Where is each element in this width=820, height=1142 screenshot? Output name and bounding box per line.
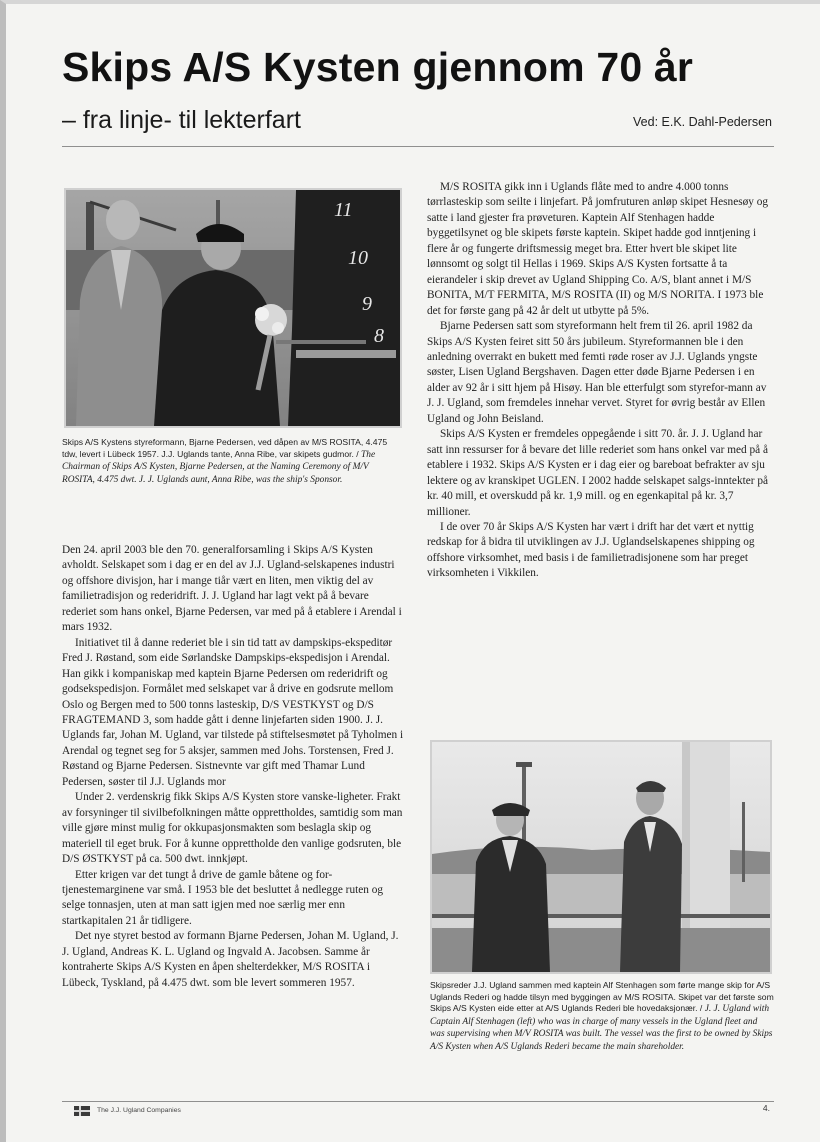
paragraph-left-5: Det nye styret bestod av formann Bjarne Pedersen, Johan M. Ugland, J. J. Ugland, Andreas K. L. Ugland og Ingvald A. Jacobsen. Samme år kontraherte Skips A/S Kysten en åpen shelterdekker, M/S ROSITA i Lübeck, Tyskland, på 4.475 dwt. som ble levert sommeren 1957. xyxy=(62,930,399,989)
ugland-stenhagen-illustration xyxy=(432,742,770,972)
page-number: 4. xyxy=(762,1103,770,1113)
article-column-left xyxy=(62,543,406,991)
naming-ceremony-photo xyxy=(64,188,402,428)
header-divider xyxy=(62,146,774,147)
paragraph-right-4: I de over 70 år Skips A/S Kysten har vært i drift har det vært et nyttig redskap for å bidra til utviklingen av J.J. Uglandselskapenes shipping og offshore virksomhet, med basis i de familietradisjonene som har preget virksomheten i Vikkilen. xyxy=(427,520,755,580)
hull-mark-11: 11 xyxy=(334,199,353,221)
hull-mark-9: 9 xyxy=(362,293,372,315)
hull-mark-8: 8 xyxy=(374,325,384,347)
photo-caption-2-english: J. J. Ugland with Captain Alf Stenhagen (left) who was in charge of many vessels in the Ugland fleet and was supervising when M/V ROSITA was built. The vessel was the first to be owned by Skips A/S Kysten when A/S Uglands Rederi became the main shareholder. xyxy=(430,1004,773,1052)
footer-divider xyxy=(62,1101,774,1102)
paragraph-left-4: Etter krigen var det tungt å drive de gamle båtene og for-tjenestemarginene var små. I 1953 ble det besluttet å nedlegge ruten og selge tonnasjen, uten at man satt igjen med noe særlig mer enn startkapitalen 21 år tidligere. xyxy=(62,868,384,927)
photo-caption-2 xyxy=(430,980,774,1054)
ugland-flag-logo-icon xyxy=(74,1106,90,1116)
paragraph-left-2: Initiativet til å danne rederiet ble i sin tid tatt av dampskips-ekspeditør Fred J. Røstand, som eide Sørlandske Dampskips-ekspedisjon i Arendal. Han gikk i kompaniskap med kaptein Bjarne Pedersen om rederidrift og godsekspedisjon. Formålet med selskapet var å drive en godsrute mellom Oslo og Bergen med to 500 tonns lasteskip, D/S VESTKYST og D/S FRAGTEMAND 3, som hadde gått i denne linjefarten siden 1900. J. J. Uglands far, Johan M. Ugland, var tilstede på stiftelsesmøtet på Tyholmen i Arendal og tegnet seg for 5 aksjer, sammen med Johs. Torstensen, Fred J. Røstand og Bjarne Pedersen. Sistnevnte var gift med Thamar Lund Pedersen, søster til J.J. Uglands mor xyxy=(62,636,404,788)
hull-mark-10: 10 xyxy=(348,247,368,269)
article-title: Skips A/S Kysten gjennom 70 år xyxy=(62,44,694,90)
article-subtitle: – fra linje- til lekterfart xyxy=(62,106,301,134)
footer-company-name: The J.J. Ugland Companies xyxy=(97,1107,181,1114)
photo-caption-1-norwegian: Skips A/S Kystens styreformann, Bjarne Pedersen, ved dåpen av M/S ROSITA, 4.475 tdw, levert i Lübeck 1957. J.J. Uglands tante, Anna Ribe, var skipets gudmor. / xyxy=(62,437,388,459)
photo-caption-1-english: The Chairman of Skips A/S Kysten, Bjarne Pedersen, at the Naming Ceremony of M/V ROSITA, 4.475 dwt. J. J. Uglands aunt, Anna Ribe, was the ship's Sponsor. xyxy=(62,449,376,485)
paragraph-right-1: M/S ROSITA gikk inn i Uglands flåte med to andre 4.000 tonns tørrlasteskip som seilte i linjefart. På jomfruturen anløp skipet Hesnesøy og satte i land gjester fra prøveturen. Kaptein Alf Stenhagen hadde byggetilsynet og ble skipets første kaptein. Skipet hadde god inntjening i flere år og fungerte driftsmessig meget bra. Etter hvert ble skipet lite lønnsomt og solgt til Hellas i 1969. Skips A/S Kysten fortsatte å ta eierandeler i skip drevet av Ugland Shipping Co. A/S, blant annet i M/S BONITA, M/T FERMITA, M/S ROSITA (II) og M/S NORITA. I 1973 ble det for første gang på 42 år delt ut utbytte på 5%. xyxy=(427,181,769,317)
ugland-stenhagen-photo xyxy=(430,740,772,974)
naming-ceremony-illustration xyxy=(66,190,400,426)
author-byline: Ved: E.K. Dahl-Pedersen xyxy=(633,115,772,129)
paragraph-right-3: Skips A/S Kysten er fremdeles oppegående i sitt 70. år. J. J. Ugland har satt inn ressurser for å bevare det lille rederiet som hans onkel var med på å etablere i 1932. Skips A/S Kysten er i dag eier og bareboat befrakter av sju lektere og av kranskipet UGLEN. I 2002 hadde selskapet salgs-inntekter på kr. 40 mill, et overskudd på kr. 1,9 mill. og en egenkapital på kr. 3,7 millioner. xyxy=(427,428,768,518)
paragraph-left-1: Den 24. april 2003 ble den 70. generalforsamling i Skips A/S Kysten avholdt. Selskapet som i dag er en del av J.J. Ugland-selskapenes industri og offshore divisjon, har i mange tiår vært en liten, men viktig del av familietradisjon og rederidrift. J. J. Ugland har lagt vekt på å bevare rederiet som hans onkel, Bjarne Pedersen, var med på å etablere i Arendal i mars 1932. xyxy=(62,544,402,634)
article-column-right xyxy=(427,180,772,582)
photo-caption-1 xyxy=(62,437,398,486)
paragraph-right-2: Bjarne Pedersen satt som styreformann helt frem til 26. april 1982 da Skips A/S Kysten feiret sitt 50 års jubileum. Styreformannen ble i den anledning overrakt en bukett med femti røde roser av J.J. Uglands yngste søster, Lisen Ugland Bergshaven. Dagen etter døde Bjarne Pedersen i en alder av 92 år i sitt hjem på Hisøy. Han ble etterfulgt som styrefor-mann av J. J. Ugland, som fremdeles innehar vervet. Styret for øvrig består av Ellen Ugland og John Beisland. xyxy=(427,320,767,425)
photo-caption-2-norwegian: Skipsreder J.J. Ugland sammen med kaptein Alf Stenhagen som førte mange skip for A/S Uglands Rederi og hadde tilsyn med byggingen av M/S ROSITA. Skipet var det første som Skips A/S Kysten eide etter at A/S Uglands Rederi ble hovedaksjonær. / xyxy=(430,980,774,1014)
paragraph-left-3: Under 2. verdenskrig fikk Skips A/S Kysten store vanske-ligheter. Frakt av forsyninger til sivilbefolkningen måtte opprettholdes, samtidig som man ville gjøre minst mulig for okkupasjonsmakten som beslagla skip og materiell til eget bruk. For å kunne opprettholde den vanlige godsruten, ble D/S ØSTKYST på ca. 500 dwt. innkjøpt. xyxy=(62,791,403,866)
